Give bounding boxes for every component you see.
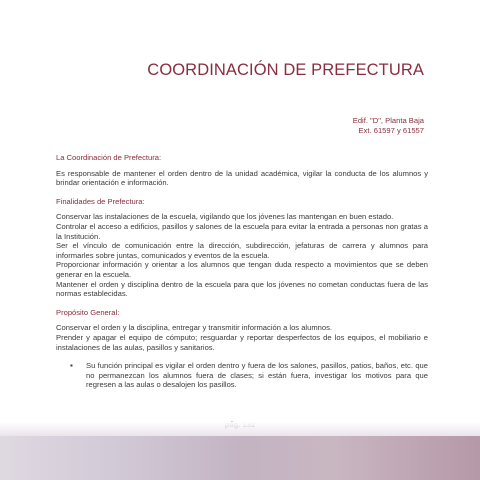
finalidad-item: Ser el vínculo de comunicación entre la dirección, subdirección, jefaturas de carrera y alumnos para informarles sobre juntas, comunicados y eventos de la escuela. — [56, 241, 428, 260]
bullet-item — [70, 361, 428, 390]
section-heading-proposito: Propósito General: — [56, 307, 120, 317]
proposito-item: Conservar el orden y la disciplina, entregar y transmitir información a los alumnos. — [56, 323, 333, 333]
finalidad-item: Controlar el acceso a edificios, pasillos y salones de la escuela para evitar la entrada a personas non gratas a la Institución. — [56, 221, 428, 241]
bullet-text: Su función principal es vigilar el orden dentro y fuera de los salones, pasillos, patios, baños, etc. que no permanezcan los alumnos fuera de clases; si están fuera, investigar los motivos para que regresen a las aulas o desalojen los pasillos. — [86, 361, 428, 390]
section-text-coordinacion: Es responsable de mantener el orden dentro de la unidad académica, vigilar la conducta de los alumnos y brindar orientación e información. — [56, 168, 428, 188]
location-block — [353, 116, 424, 135]
section-heading-finalidades: Finalidades de Prefectura: — [56, 196, 145, 206]
location-extension: Ext. 61597 y 61557 — [358, 125, 424, 135]
finalidad-item: Mantener el orden y disciplina dentro de la escuela para que los jóvenes no cometan conductas fuera de las normas establecidas. — [56, 279, 428, 299]
proposito-item: Prender y apagar el equipo de cómputo; resguardar y reportar desperfectos de los equipos, el mobiliario e instalaciones de las aulas, pasillos y sanitarios. — [56, 332, 428, 352]
footer-band — [0, 436, 480, 480]
finalidad-item: Conservar las instalaciones de la escuela, vigilando que los jóvenes las mantengan en buen estado. — [56, 212, 394, 222]
section-heading-coordinacion: La Coordinación de Prefectura: — [56, 153, 162, 162]
bullet-icon: ▪ — [70, 361, 73, 371]
content — [56, 153, 428, 390]
footer-band-fade — [0, 422, 480, 436]
page-title: COORDINACIÓN DE PREFECTURA — [147, 61, 424, 79]
location-building: Edif. "D", Planta Baja — [352, 116, 424, 125]
finalidad-item: Proporcionar información y orientar a los alumnos que tengan duda respecto a movimientos que se deben generar en la escuela. — [56, 260, 428, 279]
